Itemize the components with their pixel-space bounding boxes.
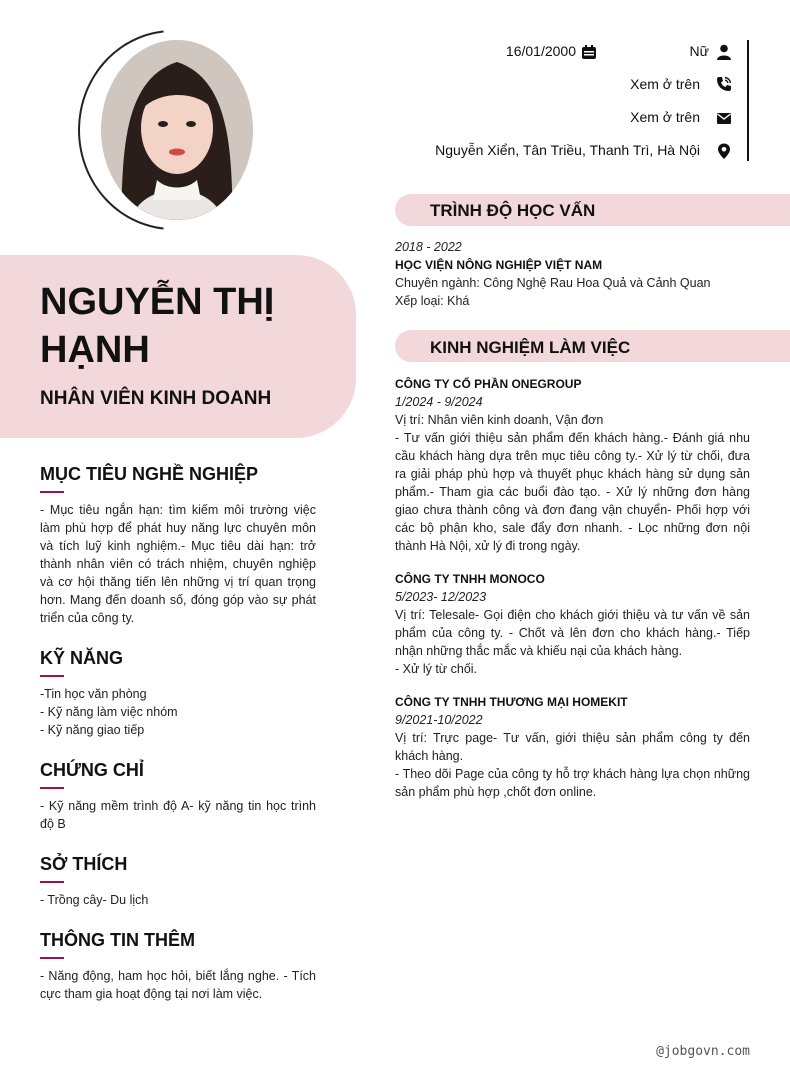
extra-info-text: - Năng động, ham học hỏi, biết lắng nghe. - Tích cực tham gia hoạt động tại nơi làm việc. — [40, 969, 316, 1001]
full-name: NGUYỄN THỊ HẠNH — [40, 281, 275, 371]
education-period: 2018 - 2022 — [395, 240, 462, 254]
job-entry — [395, 570, 750, 678]
job-position: Vị trí: Nhân viên kinh doanh, Vận đơn — [395, 413, 604, 427]
job-company: CÔNG TY CỔ PHẦN ONEGROUP — [395, 377, 582, 391]
skill-item: -Tin học văn phòng — [40, 687, 147, 701]
skill-item: - Kỹ năng giao tiếp — [40, 723, 145, 737]
job-company: CÔNG TY TNHH THƯƠNG MẠI HOMEKIT — [395, 695, 628, 709]
extra-info-underline — [40, 957, 64, 959]
job-entry — [395, 375, 750, 555]
job-title: NHÂN VIÊN KINH DOANH — [40, 388, 272, 409]
hobbies-text: - Trồng cây- Du lịch — [40, 893, 149, 907]
experience-heading: KINH NGHIỆM LÀM VIỆC — [430, 338, 631, 357]
envelope-icon — [716, 110, 732, 126]
avatar — [101, 40, 253, 220]
certificates-text: - Kỹ năng mềm trình độ A- kỹ năng tin học trình độ B — [40, 799, 316, 831]
address-text: Nguyễn Xiển, Tân Triều, Thanh Trì, Hà Nội — [435, 142, 700, 158]
job-period: 5/2023- 12/2023 — [395, 590, 487, 604]
hobbies-heading: SỞ THÍCH — [40, 854, 128, 874]
education-grade: Xếp loại: Khá — [395, 294, 470, 308]
skills-underline — [40, 675, 64, 677]
job-period: 1/2024 - 9/2024 — [395, 395, 483, 409]
objective-heading: MỤC TIÊU NGHỀ NGHIỆP — [40, 464, 259, 484]
job-description: - Tư vấn giới thiệu sản phẩm đến khách hàng.- Đánh giá nhu cầu khách hàng dựa trên mục tiêu công ty.- Xử lý từ chối, đưa ra giải pháp phù hợp và thuyết phục khách hàng sử dụng sản phẩm.- Tham gia các buổi đào tạo. - Xử lý những đơn hàng giao chưa thành công và đơn đang vận chuyển- Phối hợp với các bộ phận kho, sale đẩy đơn nhanh. - Lọc những đơn nội thành Hà Nội, xử lý đi trong ngày. — [395, 431, 750, 553]
location-pin-icon — [716, 143, 732, 159]
job-period: 9/2021-10/2022 — [395, 713, 483, 727]
contact-divider — [747, 40, 749, 161]
school-name: HỌC VIỆN NÔNG NGHIỆP VIỆT NAM — [395, 258, 603, 272]
education-major: Chuyên ngành: Công Nghệ Rau Hoa Quả và Cảnh Quan — [395, 276, 711, 290]
job-entry — [395, 693, 750, 801]
certificates-heading: CHỨNG CHỈ — [40, 760, 144, 780]
objective-text: - Mục tiêu ngắn hạn: tìm kiếm môi trường việc làm phù hợp để phát huy năng lực chuyên môn và tích luỹ kinh nghiệm.- Mục tiêu dài hạn: trở thành nhân viên có trách nhiệm, chuyên nghiệp và cơ hội thăng tiến lên những vị trí quan trọng hơn. Mang đến doanh số, đóng góp vào sự phát triển của công ty. — [40, 503, 316, 625]
hobbies-underline — [40, 881, 64, 883]
job-description: - Xử lý từ chối. — [395, 662, 478, 676]
skills-list — [40, 685, 316, 739]
education-heading: TRÌNH ĐỘ HỌC VẤN — [430, 201, 596, 220]
education-block — [395, 238, 750, 310]
certificates-underline — [40, 787, 64, 789]
calendar-icon — [581, 44, 597, 60]
gender-text: Nữ — [689, 43, 709, 59]
user-icon — [716, 44, 732, 60]
skill-item: - Kỹ năng làm việc nhóm — [40, 705, 178, 719]
job-description: - Theo dõi Page của công ty hỗ trợ khách hàng lựa chọn những sản phẩm phù hợp ,chốt đơn online. — [395, 767, 750, 799]
job-position: Vị trí: Telesale- Gọi điện cho khách giới thiệu và tư vấn về sản phẩm của công ty. - Chốt và lên đơn cho khách hàng.- Tiếp nhận những thắc mắc và khiếu nại của khách hàng. — [395, 608, 750, 658]
job-position: Vị trí: Trực page- Tư vấn, giới thiệu sản phẩm công ty đến khách hàng. — [395, 731, 750, 763]
skills-heading: KỸ NĂNG — [40, 648, 124, 668]
phone-text: Xem ở trên — [630, 76, 700, 92]
job-company: CÔNG TY TNHH MONOCO — [395, 572, 545, 586]
avatar-photo — [101, 40, 253, 220]
birthday-text: 16/01/2000 — [505, 43, 576, 59]
objective-underline — [40, 491, 64, 493]
email-text: Xem ở trên — [630, 109, 700, 125]
extra-info-heading: THÔNG TIN THÊM — [40, 930, 195, 950]
phone-icon — [716, 76, 732, 92]
footer-watermark: @jobgovn.com — [656, 1044, 750, 1059]
